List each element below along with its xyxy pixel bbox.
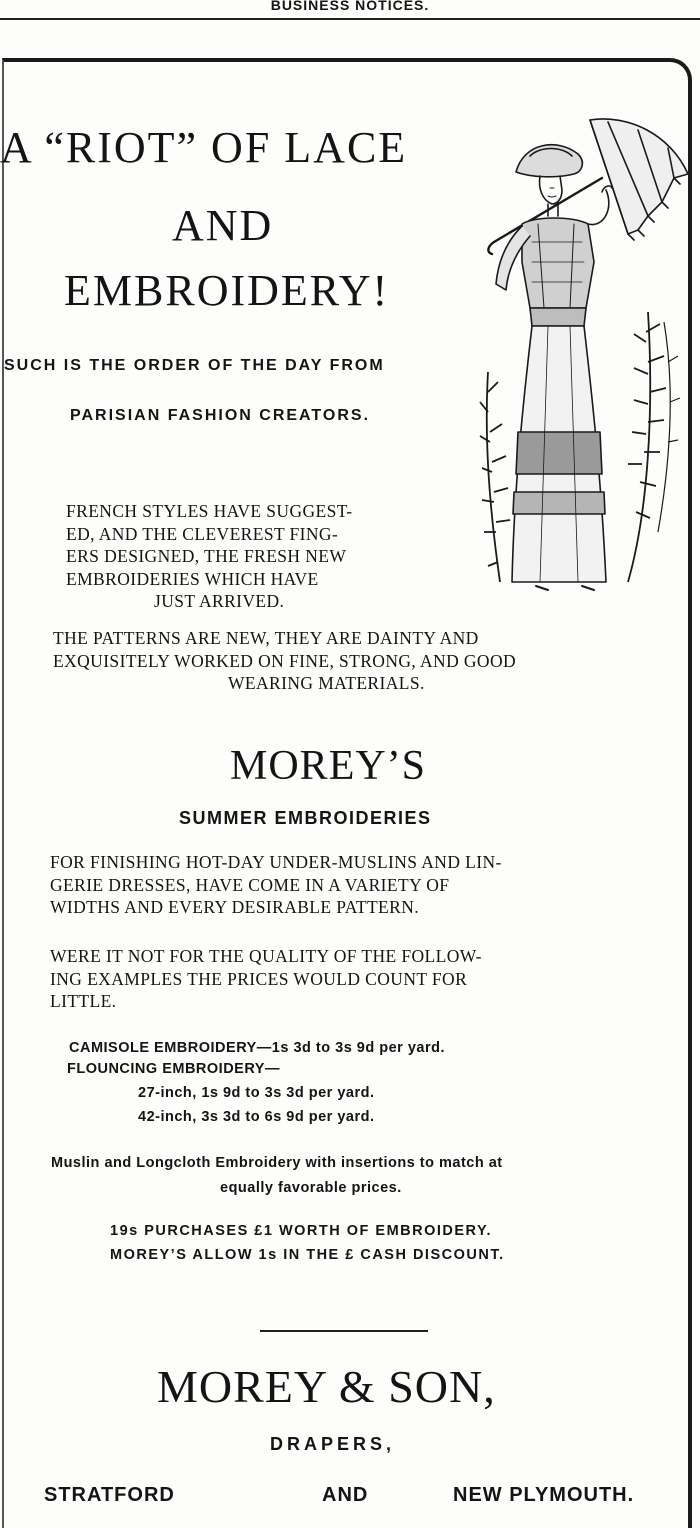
header-rule [0, 18, 700, 20]
paragraph-line: FRENCH STYLES HAVE SUGGEST- [66, 501, 353, 521]
subheading: SUMMER EMBROIDERIES [179, 808, 432, 828]
muslin-line-1: Muslin and Longcloth Embroidery with insertions to match at [51, 1155, 503, 1171]
section-header: BUSINESS NOTICES. [270, 0, 430, 13]
paragraph-quality [50, 945, 482, 1013]
paragraph-line: EMBROIDERIES WHICH HAVE [66, 568, 319, 589]
town-new-plymouth: NEW PLYMOUTH. [453, 1484, 635, 1506]
paragraph-line: WEARING MATERIALS. [228, 673, 425, 693]
intro-line-1: SUCH IS THE ORDER OF THE DAY FROM [4, 357, 385, 374]
paragraph-line: THE PATTERNS ARE NEW, THEY ARE DAINTY AND [53, 628, 479, 648]
trade-label: DRAPERS, [270, 1434, 396, 1454]
divider-rule [260, 1330, 428, 1332]
town-stratford: STRATFORD [44, 1484, 175, 1506]
lady-with-parasol-illustration [478, 112, 693, 607]
paragraph-line: FOR FINISHING HOT-DAY UNDER-MUSLINS AND LIN- [50, 852, 502, 872]
price-camisole: CAMISOLE EMBROIDERY—1s 3d to 3s 9d per yard. [69, 1040, 445, 1056]
paragraph-line: ERS DESIGNED, THE FRESH NEW [66, 546, 347, 566]
headline-line-1: A “RIOT” OF LACE [0, 123, 408, 172]
paragraph-french-styles [66, 500, 352, 613]
town-conjunction: AND [322, 1484, 369, 1506]
discount-line-1: 19s PURCHASES £1 WORTH OF EMBROIDERY. [110, 1223, 493, 1239]
brand-name: MOREY’S [230, 743, 427, 789]
price-27-inch: 27-inch, 1s 9d to 3s 3d per yard. [138, 1085, 375, 1101]
paragraph-finishing [50, 851, 502, 919]
paragraph-line: ING EXAMPLES THE PRICES WOULD COUNT FOR [50, 968, 468, 989]
discount-line-2: MOREY’S ALLOW 1s IN THE £ CASH DISCOUNT. [110, 1247, 505, 1263]
intro-line-2: PARISIAN FASHION CREATORS. [70, 407, 371, 424]
headline-line-3: EMBROIDERY! [64, 266, 390, 315]
paragraph-line: GERIE DRESSES, HAVE COME IN A VARIETY OF [50, 874, 450, 895]
muslin-line-2: equally favorable prices. [220, 1180, 402, 1196]
paragraph-line: WIDTHS AND EVERY DESIRABLE PATTERN. [50, 897, 420, 917]
price-flouncing: FLOUNCING EMBROIDERY— [67, 1061, 280, 1077]
price-42-inch: 42-inch, 3s 3d to 6s 9d per yard. [138, 1109, 375, 1125]
paragraph-line: ED, AND THE CLEVEREST FING- [66, 523, 339, 544]
headline-line-2: AND [172, 201, 274, 250]
paragraph-line: JUST ARRIVED. [154, 591, 285, 611]
firm-name: MOREY & SON, [157, 1361, 496, 1412]
paragraph-line: WERE IT NOT FOR THE QUALITY OF THE FOLLOW- [50, 946, 482, 966]
paragraph-patterns [53, 627, 516, 695]
paragraph-line: LITTLE. [50, 991, 117, 1011]
paragraph-line: EXQUISITELY WORKED ON FINE, STRONG, AND GOOD [53, 650, 517, 671]
